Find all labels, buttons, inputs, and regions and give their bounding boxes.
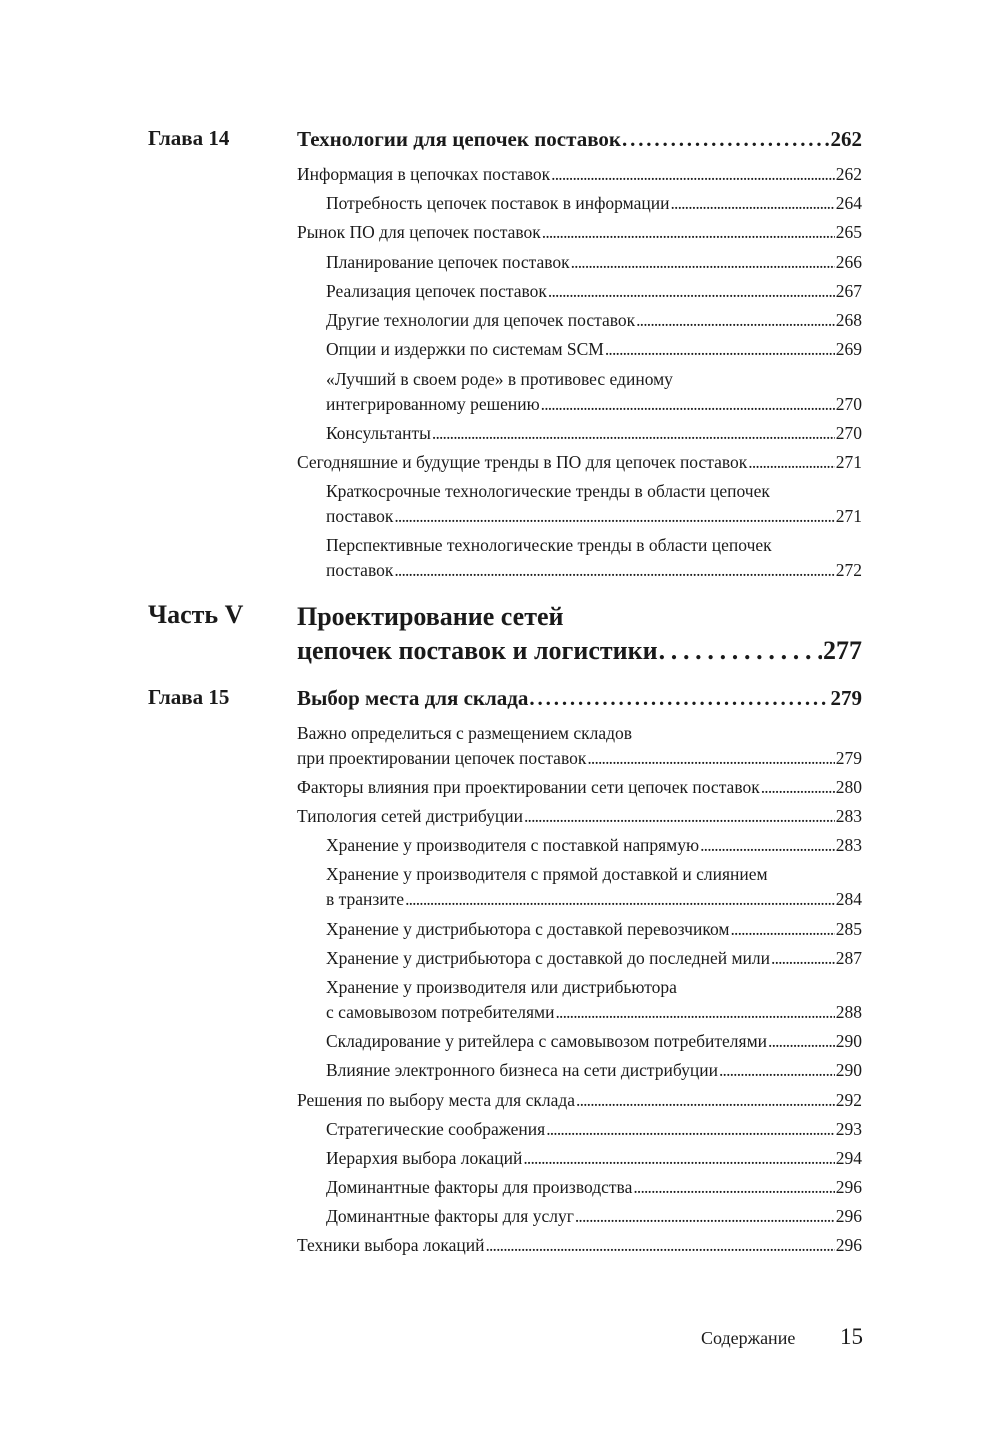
page-number: 296 (835, 1235, 862, 1255)
entry-text: поставок (326, 506, 394, 526)
page-number: 285 (835, 919, 862, 939)
page-number: 279 (835, 748, 862, 768)
toc-subentry (326, 917, 862, 942)
toc-subentry (326, 191, 862, 216)
page-number: 267 (835, 281, 862, 301)
toc-subentry (326, 279, 862, 304)
toc-subentry (326, 833, 862, 858)
leader-dots (761, 775, 835, 800)
entry-text: Иерархия выбора локаций (326, 1148, 523, 1168)
toc-entry (297, 1233, 862, 1258)
entry-text: интегрированному решению (326, 394, 540, 414)
toc-subentry (326, 308, 862, 333)
entry-text: поставок (326, 560, 394, 580)
page-number: 287 (835, 948, 862, 968)
page-number: 262 (830, 127, 862, 151)
page-number: 262 (835, 164, 862, 184)
leader-dots (524, 804, 835, 829)
entry-text: Складирование у ритейлера с самовывозом потребителями (326, 1031, 768, 1051)
leader-dots (700, 833, 835, 858)
toc-subentry (326, 1117, 862, 1142)
entry-text: Информация в цепочках поставок (297, 164, 551, 184)
toc-subentry (326, 367, 862, 417)
entry-text: Реализация цепочек поставок (326, 281, 547, 301)
page-number: 271 (835, 506, 862, 526)
page-number: 296 (835, 1177, 862, 1197)
leader-dots (485, 1233, 834, 1258)
leader-dots (541, 392, 835, 417)
leader-dots (670, 191, 834, 216)
leader-dots (622, 125, 830, 153)
leader-dots (555, 1000, 834, 1025)
chapter-label: Глава 15 (148, 685, 230, 709)
leader-dots (405, 887, 835, 912)
page-number: 283 (835, 806, 862, 826)
entry-text: Доминантные факторы для услуг (326, 1206, 574, 1226)
entry-text: цепочек поставок и логистики (297, 636, 658, 665)
entry-text: Влияние электронного бизнеса на сети дистрибуции (326, 1060, 718, 1080)
entry-text: Решения по выбору места для склада (297, 1090, 576, 1110)
entry-text: Техники выбора локаций (297, 1235, 485, 1255)
toc-entry (297, 1088, 862, 1113)
leader-dots (768, 1029, 835, 1054)
leader-dots (771, 946, 835, 971)
entry-text: в транзите (326, 889, 405, 909)
page-number: 280 (835, 777, 862, 797)
leader-dots (546, 1117, 835, 1142)
page-number: 290 (835, 1060, 862, 1080)
chapter-title (297, 684, 862, 712)
chapter-label: Глава 14 (148, 126, 230, 150)
toc-subentry (326, 337, 862, 362)
page-number: 284 (835, 889, 862, 909)
toc-subentry (326, 250, 862, 275)
leader-dots (633, 1175, 834, 1200)
leader-dots (575, 1204, 835, 1229)
page-number: 277 (823, 636, 862, 665)
toc-entry (297, 450, 862, 475)
running-footer-title: Содержание (701, 1328, 796, 1348)
leader-dots (659, 634, 822, 668)
entry-first-line: Хранение у производителя или дистрибьютора (326, 977, 677, 997)
page-number: 279 (830, 686, 862, 710)
part-label: Часть V (148, 600, 244, 629)
part-title (297, 600, 862, 668)
page-number: 288 (835, 1002, 862, 1022)
leader-dots (548, 279, 835, 304)
page-number: 270 (835, 394, 862, 414)
page-number: 294 (835, 1148, 862, 1168)
folio-page-number: 15 (840, 1324, 863, 1349)
page-number: 268 (835, 310, 862, 330)
leader-dots (571, 250, 835, 275)
entry-text: Консультанты (326, 423, 431, 443)
toc-subentry (326, 975, 862, 1025)
entry-text: Выбор места для склада (297, 686, 529, 710)
leader-dots (719, 1058, 835, 1083)
leader-dots (394, 558, 834, 583)
toc-subentry (326, 1029, 862, 1054)
leader-dots (576, 1088, 835, 1113)
entry-text: Хранение у производителя с поставкой напрямую (326, 835, 700, 855)
page-number: 290 (835, 1031, 862, 1051)
chapter-title (297, 125, 862, 153)
entry-text: Потребность цепочек поставок в информации (326, 193, 670, 213)
toc-entry (297, 220, 862, 245)
page-number: 272 (835, 560, 862, 580)
page-number: 269 (835, 339, 862, 359)
toc-entry (297, 775, 862, 800)
leader-dots (605, 337, 835, 362)
entry-text: Опции и издержки по системам SCM (326, 339, 604, 359)
entry-first-line: Важно определиться с размещением складов (297, 723, 633, 743)
page-number: 271 (835, 452, 862, 472)
toc-subentry (326, 1175, 862, 1200)
leader-dots (730, 917, 834, 942)
leader-dots (542, 220, 835, 245)
toc-entry (297, 721, 862, 771)
leader-dots (587, 746, 834, 771)
toc-subentry (326, 533, 862, 583)
part-title-line1: Проектирование сетей (297, 602, 564, 631)
toc-subentry (326, 1058, 862, 1083)
toc-subentry (326, 421, 862, 446)
entry-first-line: «Лучший в своем роде» в противовес единому (326, 369, 673, 389)
leader-dots (636, 308, 835, 333)
leader-dots (551, 162, 835, 187)
leader-dots (529, 684, 829, 712)
page-number: 293 (835, 1119, 862, 1139)
leader-dots (748, 450, 834, 475)
toc-subentry (326, 862, 862, 912)
entry-text: Хранение у дистрибьютора с доставкой перевозчиком (326, 919, 730, 939)
page-number: 270 (835, 423, 862, 443)
page-number: 264 (835, 193, 862, 213)
leader-dots (523, 1146, 834, 1171)
entry-text: Доминантные факторы для производства (326, 1177, 633, 1197)
toc-subentry (326, 1204, 862, 1229)
toc-subentry (326, 479, 862, 529)
entry-first-line: Краткосрочные технологические тренды в области цепочек (326, 481, 770, 501)
entry-text: Рынок ПО для цепочек поставок (297, 222, 541, 242)
entry-first-line: Хранение у производителя с прямой доставкой и слиянием (326, 864, 768, 884)
entry-text: Хранение у дистрибьютора с доставкой до последней мили (326, 948, 771, 968)
page-number: 265 (835, 222, 862, 242)
entry-first-line: Перспективные технологические тренды в области цепочек (326, 535, 772, 555)
entry-text: Стратегические соображения (326, 1119, 546, 1139)
toc-entry (297, 804, 862, 829)
toc-subentry (326, 946, 862, 971)
entry-text: Планирование цепочек поставок (326, 252, 570, 272)
entry-text: Сегодняшние и будущие тренды в ПО для цепочек поставок (297, 452, 748, 472)
toc-subentry (326, 1146, 862, 1171)
page-number: 283 (835, 835, 862, 855)
entry-text: Факторы влияния при проектировании сети цепочек поставок (297, 777, 760, 797)
page-number: 266 (835, 252, 862, 272)
page-number: 296 (835, 1206, 862, 1226)
entry-text: Другие технологии для цепочек поставок (326, 310, 636, 330)
page-number: 292 (835, 1090, 862, 1110)
leader-dots (432, 421, 835, 446)
toc-entry (297, 162, 862, 187)
leader-dots (394, 504, 834, 529)
entry-text: с самовывозом потребителями (326, 1002, 555, 1022)
entry-text: Типология сетей дистрибуции (297, 806, 523, 826)
entry-text: Технологии для цепочек поставок (297, 127, 621, 151)
entry-text: при проектировании цепочек поставок (297, 748, 587, 768)
